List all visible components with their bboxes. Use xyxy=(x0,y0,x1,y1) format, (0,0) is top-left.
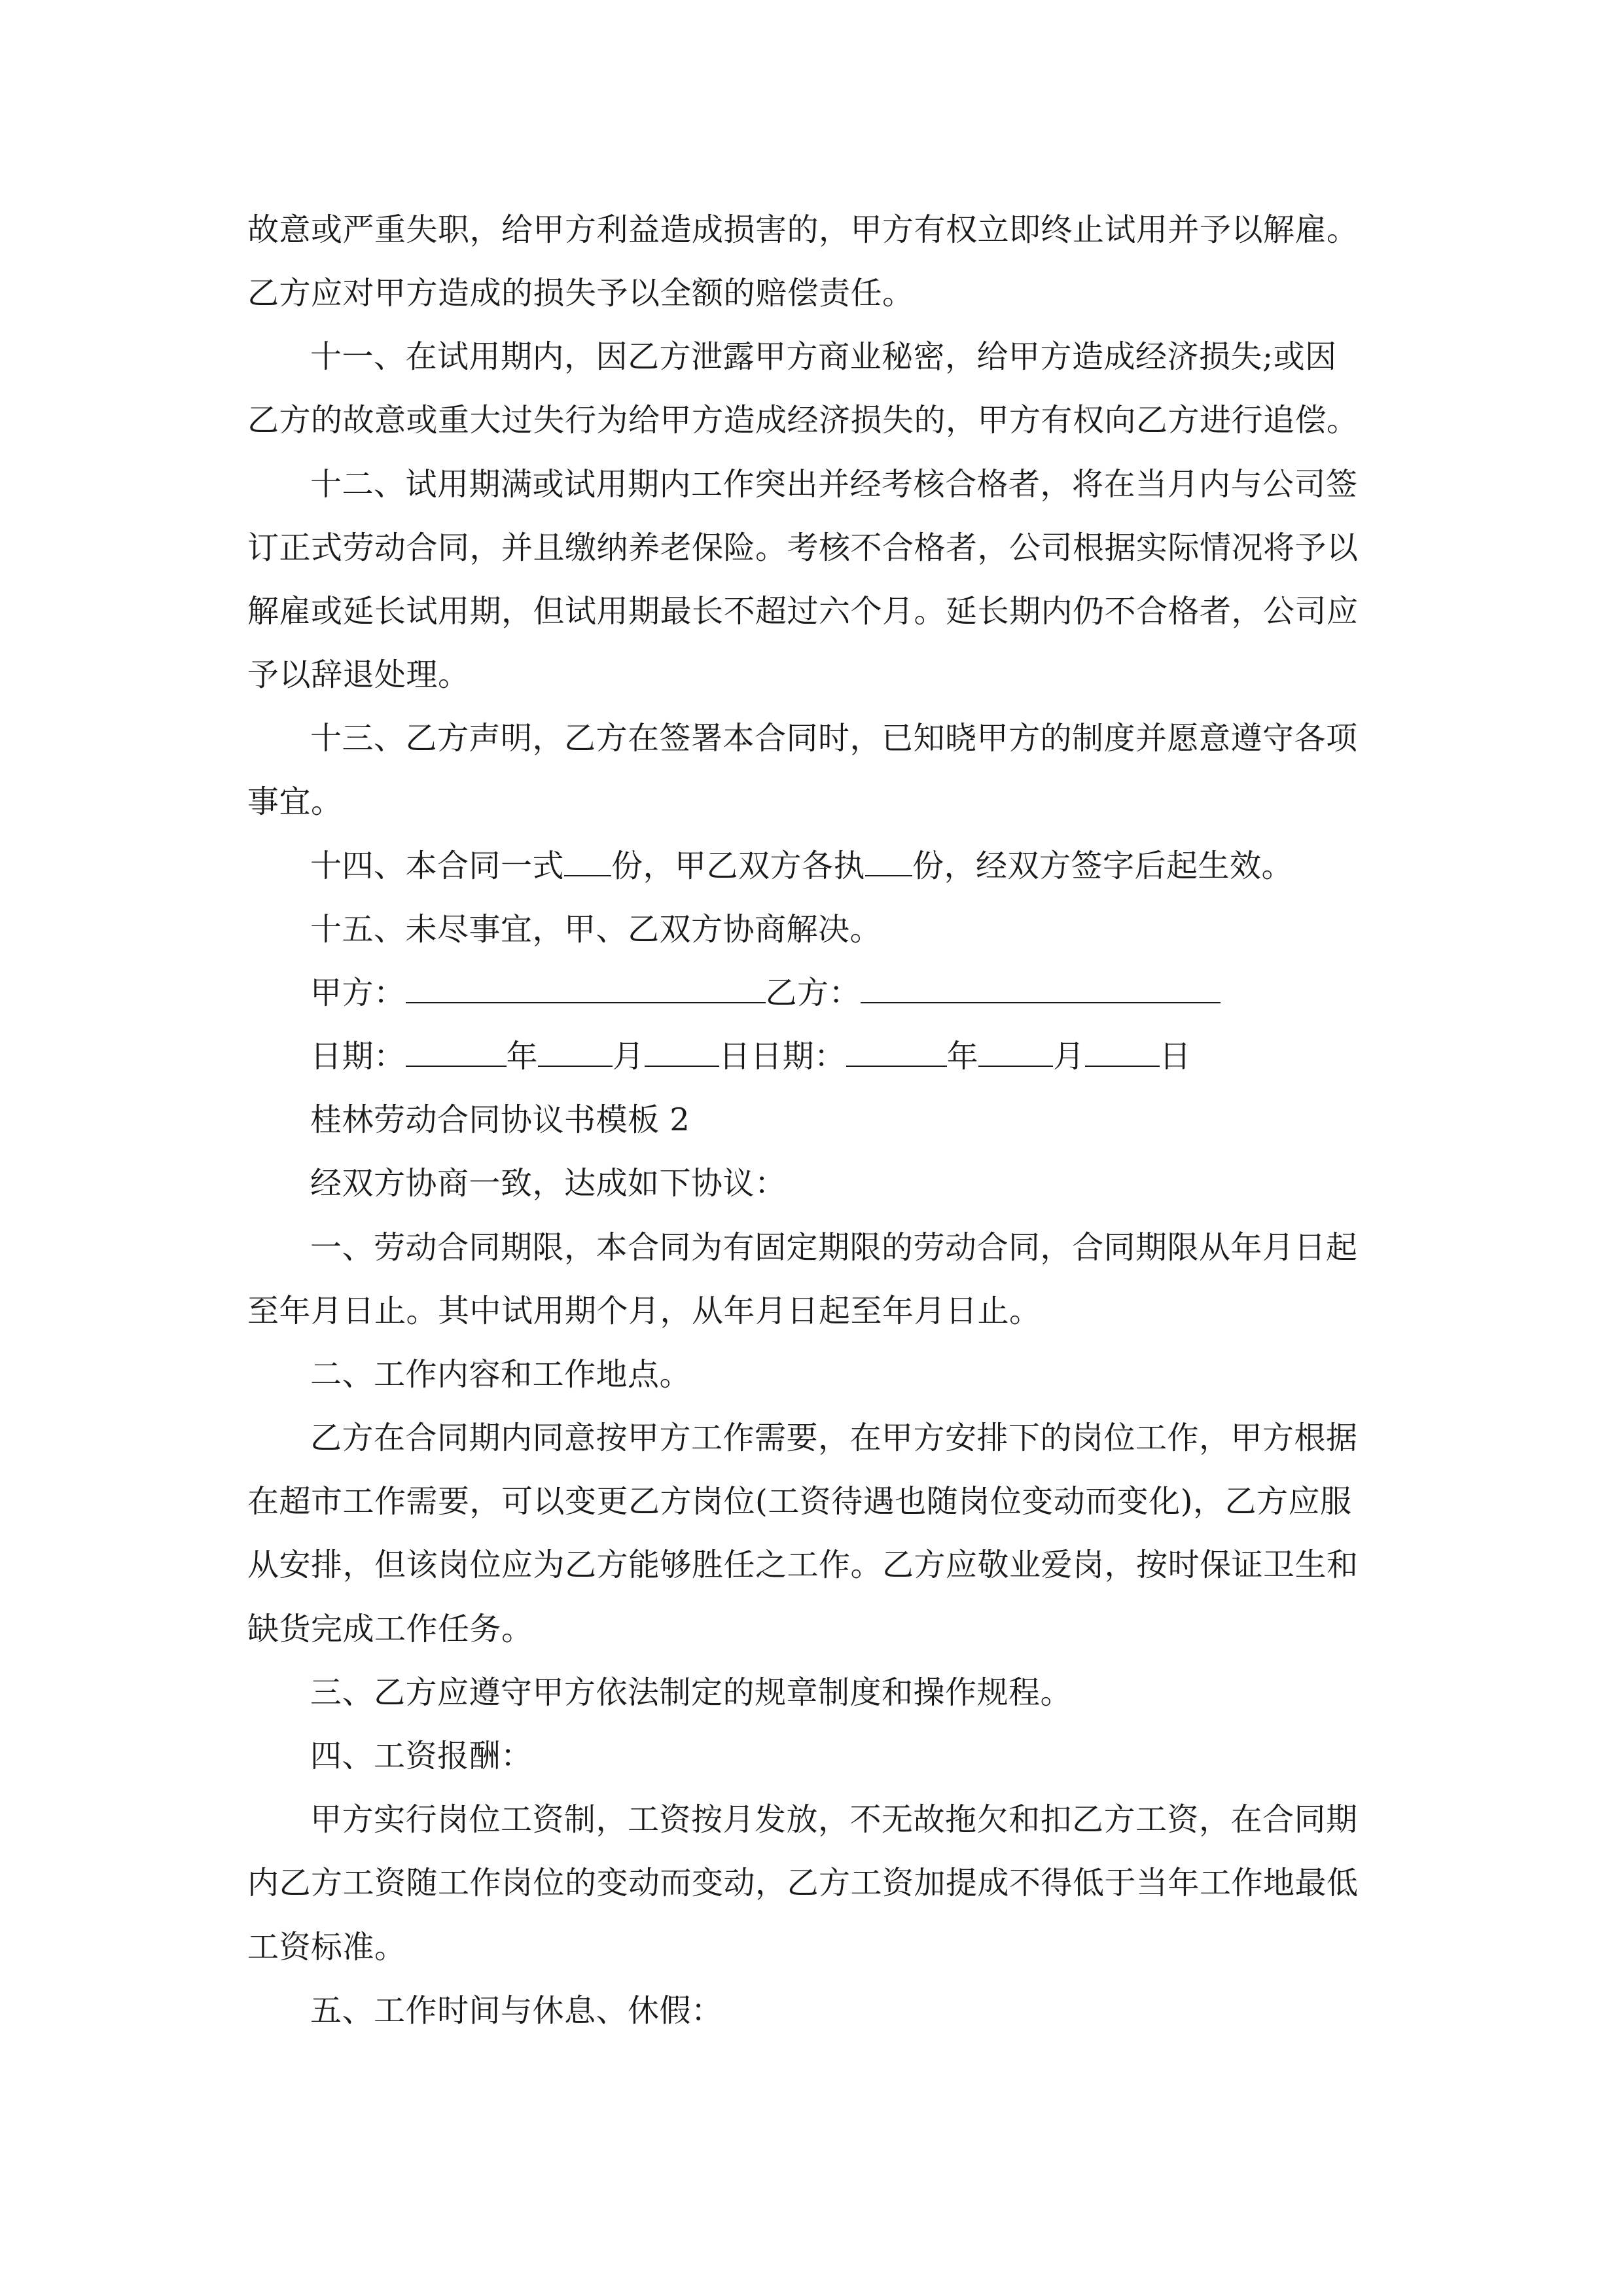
paragraph-line: 在超市工作需要，可以变更乙方岗位(工资待遇也随岗位变动而变化)，乙方应服 xyxy=(247,1483,1352,1520)
paragraph-line: 二、工作内容和工作地点。 xyxy=(310,1356,692,1393)
day-blank xyxy=(645,1037,719,1067)
paragraph-line: 事宜。 xyxy=(247,783,343,820)
clause-15-line: 十五、未尽事宜，甲、乙双方协商解决。 xyxy=(310,911,882,948)
year-label-b: 年 xyxy=(946,1038,979,1075)
paragraph-line: 解雇或延长试用期，但试用期最长不超过六个月。延长期内仍不合格者，公司应 xyxy=(247,593,1359,630)
paragraph-line: 一、劳动合同期限，本合同为有固定期限的劳动合同，合同期限从年月日起 xyxy=(310,1229,1358,1266)
date-line xyxy=(310,1037,1191,1076)
paragraph-line: 三、乙方应遵守甲方依法制定的规章制度和操作规程。 xyxy=(310,1674,1073,1711)
paragraph-line: 乙方应对甲方造成的损失予以全额的赔偿责任。 xyxy=(247,275,914,312)
signature-line xyxy=(310,973,1221,1013)
year-label: 年 xyxy=(506,1038,539,1075)
month-label-b: 月 xyxy=(1053,1038,1085,1075)
paragraph-line: 予以辞退处理。 xyxy=(247,656,470,693)
paragraph-line: 经双方协商一致，达成如下协议： xyxy=(310,1165,787,1202)
party-a-label: 甲方： xyxy=(310,975,406,1011)
year-blank-b xyxy=(846,1037,947,1067)
clause-14-line xyxy=(310,846,1293,886)
date-label: 日期： xyxy=(310,1038,406,1075)
month-blank-b xyxy=(978,1037,1053,1067)
paragraph-line: 工资标准。 xyxy=(247,1929,406,1965)
paragraph-line: 十三、乙方声明，乙方在签署本合同时，已知晓甲方的制度并愿意遵守各项 xyxy=(310,720,1358,757)
paragraph-line: 四、工资报酬： xyxy=(310,1738,533,1774)
party-a-signature-blank xyxy=(406,973,766,1003)
paragraph-line: 乙方的故意或重大过失行为给甲方造成经济损失的，甲方有权向乙方进行追偿。 xyxy=(247,402,1359,439)
paragraph-line: 乙方在合同期内同意按甲方工作需要，在甲方安排下的岗位工作，甲方根据 xyxy=(310,1420,1358,1456)
copies-each-blank xyxy=(865,846,912,876)
copies-blank xyxy=(564,846,611,876)
paragraph-line: 订正式劳动合同，并且缴纳养老保险。考核不合格者，公司根据实际情况将予以 xyxy=(247,529,1359,566)
month-blank xyxy=(538,1037,613,1067)
month-label: 月 xyxy=(613,1038,645,1075)
day-date-label: 日日期： xyxy=(719,1038,846,1075)
day-label-b: 日 xyxy=(1159,1038,1192,1075)
paragraph-line: 从安排，但该岗位应为乙方能够胜任之工作。乙方应敬业爱岗，按时保证卫生和 xyxy=(247,1547,1359,1583)
paragraph-line: 缺货完成工作任务。 xyxy=(247,1611,533,1647)
paragraph-line: 故意或严重失职，给甲方利益造成损害的，甲方有权立即终止试用并予以解雇。 xyxy=(247,211,1359,248)
clause-14-part2: 份，甲乙双方各执 xyxy=(611,848,866,884)
paragraph-line: 至年月日止。其中试用期个月，从年月日起至年月日止。 xyxy=(247,1293,1041,1329)
paragraph-line: 甲方实行岗位工资制，工资按月发放，不无故拖欠和扣乙方工资，在合同期 xyxy=(310,1801,1358,1838)
document-page xyxy=(247,0,1378,2296)
clause-14-part1: 十四、本合同一式 xyxy=(310,848,565,884)
year-blank xyxy=(406,1037,507,1067)
paragraph-line: 内乙方工资随工作岗位的变动而变动，乙方工资加提成不得低于当年工作地最低 xyxy=(247,1865,1359,1901)
day-blank-b xyxy=(1085,1037,1160,1067)
template-2-title: 桂林劳动合同协议书模板 2 xyxy=(310,1102,690,1138)
party-b-label: 乙方： xyxy=(765,975,861,1011)
paragraph-line: 五、工作时间与休息、休假： xyxy=(310,1992,723,2029)
clause-14-part3: 份，经双方签字后起生效。 xyxy=(912,848,1294,884)
party-b-signature-blank xyxy=(861,973,1221,1003)
paragraph-line: 十二、试用期满或试用期内工作突出并经考核合格者，将在当月内与公司签 xyxy=(310,466,1358,503)
paragraph-line: 十一、在试用期内，因乙方泄露甲方商业秘密，给甲方造成经济损失;或因 xyxy=(310,338,1337,375)
